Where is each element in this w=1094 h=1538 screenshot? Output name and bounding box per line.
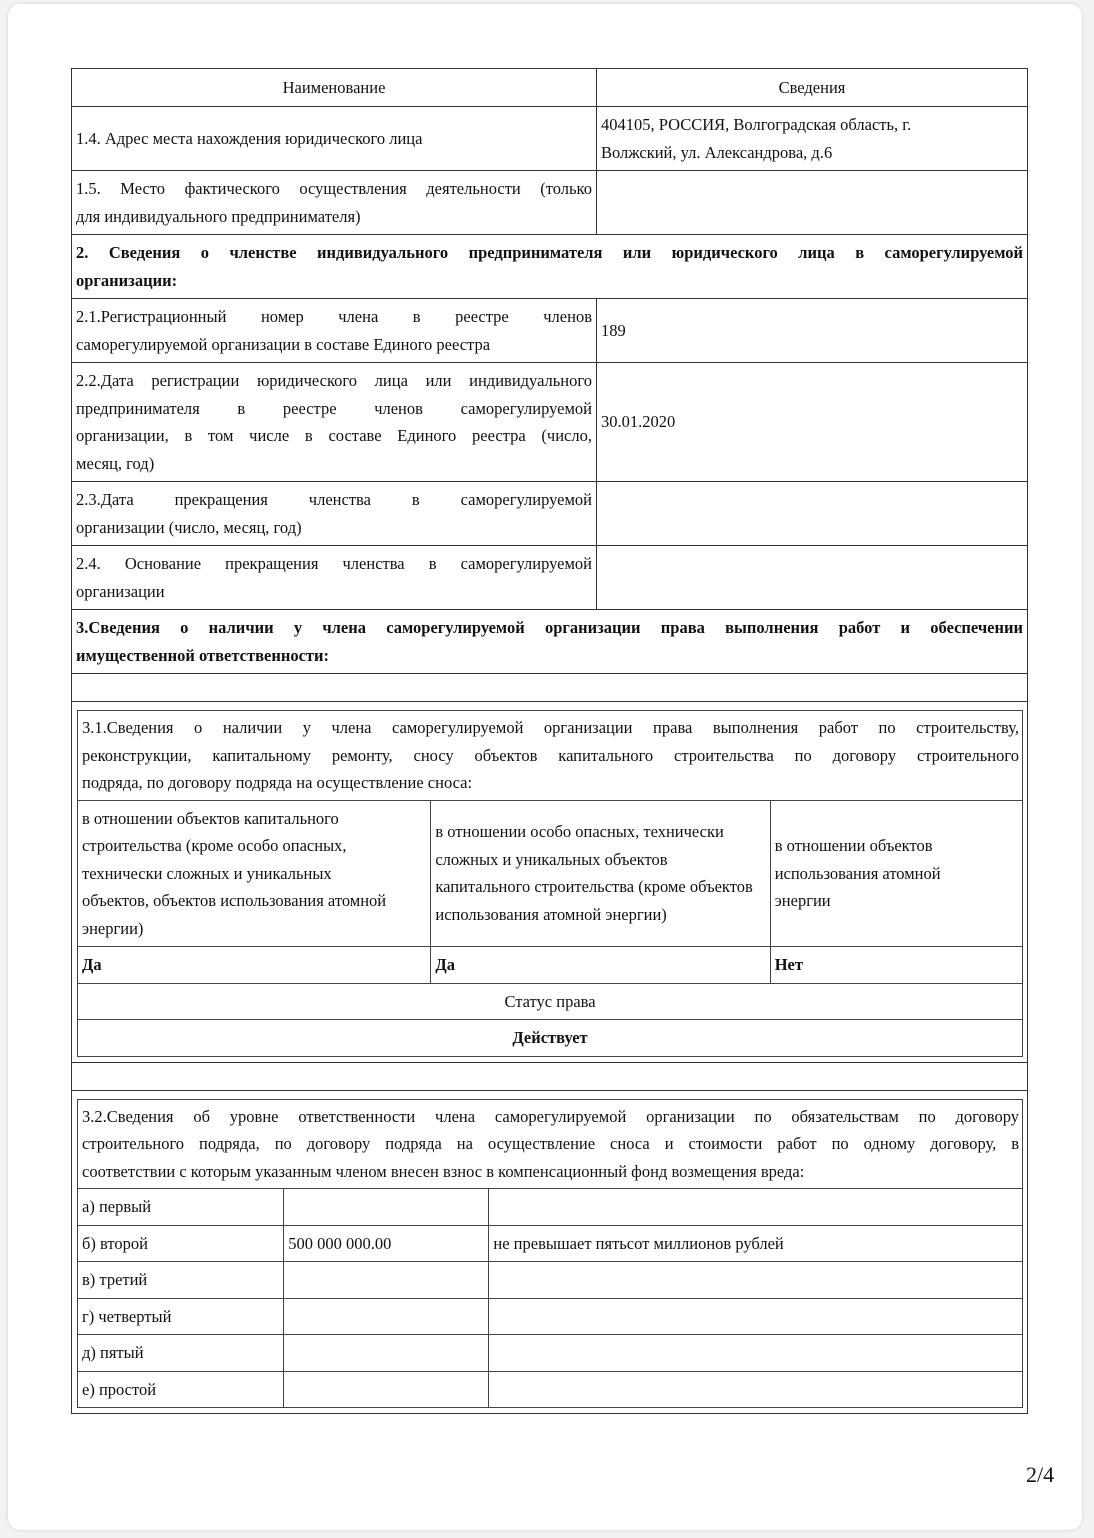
row-label: 2.3.Дата прекращения членства в саморегулируемой организации (число, месяц, год) (72, 482, 597, 546)
row-2-1 (72, 299, 1028, 363)
liability-description (489, 1298, 1023, 1335)
row-value (597, 171, 1028, 235)
row-1-4 (72, 107, 1028, 171)
status-label: Статус права (78, 983, 1023, 1020)
liability-description (489, 1189, 1023, 1226)
address-line-2: Волжский, ул. Александрова, д.6 (601, 142, 833, 162)
liability-row (78, 1189, 1023, 1226)
row-label: 2.1.Регистрационный номер члена в реестре членов саморегулируемой организации в составе Единого реестра (72, 299, 597, 363)
row-label: 2.4. Основание прекращения членства в саморегулируемой организации (72, 546, 597, 610)
document-page (8, 4, 1082, 1530)
rights-column-2: в отношении особо опасных, технически сложных и уникальных объектов капитального строительства (кроме объектов использования атомной энергии) (431, 800, 770, 947)
row-label: 1.5. Место фактического осуществления деятельности (только для индивидуального предпринимателя) (72, 171, 597, 235)
address-line-1: 404105, РОССИЯ, Волгоградская область, г. (601, 115, 912, 134)
row-value (597, 107, 1028, 171)
rights-value-1: Да (78, 947, 431, 984)
liability-level: а) первый (78, 1189, 284, 1226)
row-label: 1.4. Адрес места нахождения юридического лица (72, 107, 597, 171)
liability-table (77, 1099, 1023, 1409)
status-value: Действует (78, 1020, 1023, 1057)
liability-amount: 500 000 000.00 (284, 1225, 489, 1262)
row-2-2 (72, 363, 1028, 482)
work-rights-table (77, 710, 1023, 1057)
header-name: Наименование (72, 69, 597, 107)
row-label: 2.2.Дата регистрации юридического лица или индивидуального предпринимателя в реестре членов саморегулируемой организации, в том числе в составе Единого реестра (число, месяц, год) (72, 363, 597, 482)
section-3-2-title: 3.2.Сведения об уровне ответственности члена саморегулируемой организации по обязательствам по договору строительного подряда, по договору подряда на осуществление сноса и стоимости работ по одному договору, в соответствии с которым указанным членом внесен взнос в компенсационный фонд возмещения вреда: (78, 1099, 1023, 1189)
spacer-row (72, 1062, 1028, 1090)
row-value (597, 546, 1028, 610)
liability-amount (284, 1335, 489, 1372)
liability-row (78, 1298, 1023, 1335)
status-label-row (78, 983, 1023, 1020)
page-number: 2/4 (1026, 1462, 1055, 1487)
spacer-row (72, 674, 1028, 702)
liability-level: г) четвертый (78, 1298, 284, 1335)
rights-columns-row (78, 800, 1023, 947)
rights-values-row (78, 947, 1023, 984)
liability-amount (284, 1371, 489, 1408)
row-2-4 (72, 546, 1028, 610)
rights-value-2: Да (431, 947, 770, 984)
liability-row (78, 1225, 1023, 1262)
row-value (597, 482, 1028, 546)
liability-description (489, 1335, 1023, 1372)
row-1-5 (72, 171, 1028, 235)
rights-value-3: Нет (770, 947, 1022, 984)
row-2-3 (72, 482, 1028, 546)
registration-date: 30.01.2020 (597, 363, 1028, 482)
extract-table (71, 68, 1028, 1414)
registration-number: 189 (597, 299, 1028, 363)
liability-level: е) простой (78, 1371, 284, 1408)
liability-amount (284, 1189, 489, 1226)
section-3-2-container (72, 1090, 1028, 1414)
section-3-1-title: 3.1.Сведения о наличии у члена саморегулируемой организации права выполнения работ по строительству, реконструкции, капитальному ремонту, сносу объектов капитального строительства по договору строительного подряда, по договору подряда на осуществление сноса: (78, 711, 1023, 801)
section-2-heading: 2. Сведения о членстве индивидуального предпринимателя или юридического лица в саморегулируемой организации: (72, 235, 1028, 299)
liability-row (78, 1371, 1023, 1408)
liability-row (78, 1335, 1023, 1372)
liability-level: б) второй (78, 1225, 284, 1262)
liability-level: в) третий (78, 1262, 284, 1299)
section-3-1-container (72, 702, 1028, 1063)
rights-column-1: в отношении объектов капитального строительства (кроме особо опасных, технически сложных и уникальных объектов, объектов использования атомной энергии) (78, 800, 431, 947)
liability-level: д) пятый (78, 1335, 284, 1372)
table-header-row (72, 69, 1028, 107)
liability-description (489, 1371, 1023, 1408)
liability-row (78, 1262, 1023, 1299)
liability-amount (284, 1298, 489, 1335)
rights-column-3: в отношении объектов использования атомной энергии (770, 800, 1022, 947)
liability-amount (284, 1262, 489, 1299)
section-3-heading: 3.Сведения о наличии у члена саморегулируемой организации права выполнения работ и обеспечении имущественной ответственности: (72, 610, 1028, 674)
status-value-row (78, 1020, 1023, 1057)
header-info: Сведения (597, 69, 1028, 107)
liability-description: не превышает пятьсот миллионов рублей (489, 1225, 1023, 1262)
extract-document (71, 68, 1027, 1414)
liability-description (489, 1262, 1023, 1299)
